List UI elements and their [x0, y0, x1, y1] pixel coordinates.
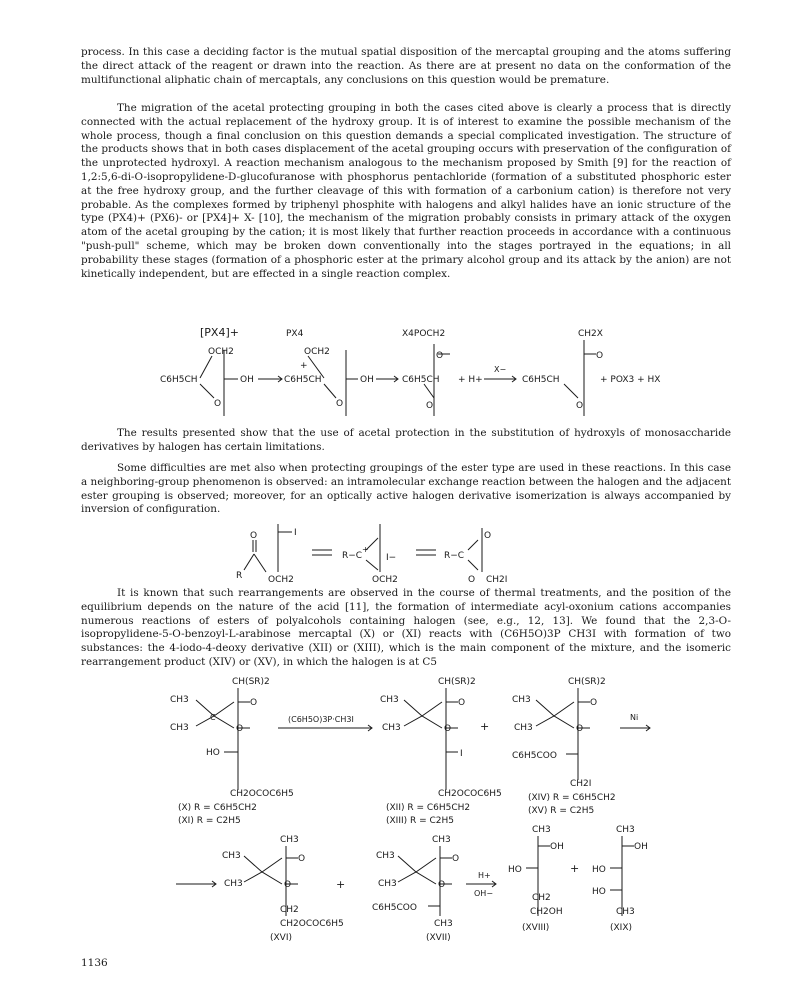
bond — [536, 700, 574, 716]
ch3-label: CH3 — [380, 695, 399, 705]
oh-label: OH — [360, 375, 374, 385]
bond — [404, 700, 442, 716]
paragraph-1: process. In this case a deciding factor is the mutual spatial disposition of the mercaptal grouping and the atoms suffering the direct attack of the reagent or drawn into the reaction. As there are at present no data on the conformation of the multifunctional aliphatic chain of mercaptals, any conclusions on this question would be premature. — [81, 46, 731, 86]
c6h5ch-label: C6H5CH — [284, 375, 322, 385]
o-label: O — [444, 724, 452, 734]
x-minus-label: X− — [494, 365, 507, 374]
ch3-label: CH3 — [170, 723, 189, 733]
o-label: O — [438, 880, 446, 890]
ch2x-label: CH2X — [578, 329, 603, 339]
compound-xv-label: (XV) R = C2H5 — [528, 806, 595, 816]
och2-label: OCH2 — [372, 575, 398, 584]
c6h5ch-label: C6H5CH — [402, 375, 440, 385]
o-label: O — [458, 698, 466, 708]
bond — [244, 554, 254, 570]
ch2oh-label: CH2OH — [530, 907, 563, 917]
ch3-label: CH3 — [512, 695, 531, 705]
ch-sr2-label: CH(SR)2 — [232, 677, 270, 687]
bond — [244, 872, 282, 884]
ni-label: Ni — [630, 713, 639, 722]
compound-xviii-label: (XVIII) — [522, 923, 550, 933]
bond — [244, 856, 282, 872]
ch3-label: CH3 — [224, 879, 243, 889]
plus-charge: + — [362, 545, 369, 554]
plus-sign: + — [336, 878, 346, 891]
ch2ococ6h5-label: CH2OCOC6H5 — [438, 789, 502, 799]
bond — [536, 716, 574, 728]
ho-label: HO — [206, 748, 220, 758]
ch2ococ6h5-label: CH2OCOC6H5 — [280, 919, 344, 929]
ch2i-label: CH2I — [486, 575, 508, 584]
ch3-label: CH3 — [222, 851, 241, 861]
bond — [200, 384, 214, 398]
ch3-label: CH3 — [376, 851, 395, 861]
c6h5coo-label: C6H5COO — [372, 903, 417, 913]
o-label: O — [298, 854, 306, 864]
c6h5coo-label: C6H5COO — [512, 751, 557, 761]
px4-cation-label: [PX4]+ — [200, 326, 239, 339]
rc-label: R−C — [444, 551, 465, 561]
ch3-label: CH3 — [616, 907, 635, 917]
bond — [564, 384, 578, 398]
bond — [324, 384, 336, 398]
o-label: O — [236, 724, 244, 734]
i-label: I — [460, 749, 463, 759]
reagent-label: (C6H5O)3P·CH3I — [288, 715, 354, 724]
c-label: C — [210, 713, 216, 722]
o-label: O — [436, 351, 444, 361]
ch3-label: CH3 — [434, 919, 453, 929]
o-label: O — [484, 531, 492, 541]
o-label: O — [250, 531, 258, 541]
i-label: I — [294, 528, 297, 538]
ho-label: HO — [592, 887, 606, 897]
px4-label: PX4 — [286, 329, 304, 339]
ch2ococ6h5-label: CH2OCOC6H5 — [230, 789, 294, 799]
o-label: O — [590, 698, 598, 708]
ch2i-label: CH2I — [570, 779, 592, 789]
bond — [366, 560, 378, 570]
ch3-label: CH3 — [378, 879, 397, 889]
bond — [200, 356, 212, 378]
paragraph-4: Some difficulties are met also when protecting groupings of the ester type are used in these reactions. In this case a neighboring-group phenomenon is observed: an intramolecular exchange reaction between the halogen and the adjacent ester grouping is observed; moreover, for an optically active halogen derivative isomerization is always accompanied by inversion of configuration. — [81, 462, 731, 516]
plus-sign: + — [480, 720, 490, 733]
ch2-label: CH2 — [532, 893, 551, 903]
paragraph-5: It is known that such rearrangements are observed in the course of thermal treatments, and the position of the equilibrium depends on the nature of the acid [11], the formation of intermediate acyl-oxonium cations accompanies numerous reactions of esters of polyalcohols containing halogen (see, e.g., 12, 13]. We found that the 2,3-O-isopropylidene-5-O-benzoyl-L-arabinose mercaptal (X) or (XI) reacts with (C6H5O)3P CH3I with formation of two substances: the 4-iodo-4-deoxy derivative (XII) or (XIII), which is the main component of the mixture, and the isomeric rearrangement product (XIV) or (XV), in which the halogen is at C5 — [81, 587, 731, 668]
oh-minus-label: OH− — [474, 889, 494, 898]
bond — [404, 716, 442, 728]
ch3-label: CH3 — [382, 723, 401, 733]
i-minus-label: I− — [386, 553, 397, 563]
bond — [254, 554, 266, 572]
compound-xvii-label: (XVII) — [426, 933, 451, 942]
bond — [398, 856, 436, 872]
bond — [366, 538, 378, 550]
bond — [468, 540, 478, 550]
ch3-label: CH3 — [532, 825, 551, 835]
ch3-label: CH3 — [432, 835, 451, 845]
oh-label: OH — [634, 842, 648, 852]
compound-xiv-label: (XIV) R = C6H5CH2 — [528, 793, 616, 803]
ch-sr2-label: CH(SR)2 — [438, 677, 476, 687]
ch3-label: CH3 — [170, 695, 189, 705]
h-plus-label: + H+ — [458, 375, 483, 385]
o-label: O — [250, 698, 258, 708]
och2-label: OCH2 — [304, 347, 330, 357]
c6h5ch-label: C6H5CH — [160, 375, 198, 385]
bond — [398, 872, 436, 884]
ho-label: HO — [508, 865, 522, 875]
compound-x-label: (X) R = C6H5CH2 — [178, 803, 257, 813]
och2-label: OCH2 — [208, 347, 234, 357]
bond — [468, 560, 478, 570]
compound-xii-label: (XII) R = C6H5CH2 — [386, 803, 471, 813]
x4poch2-label: X4POCH2 — [402, 329, 446, 339]
ho-label: HO — [592, 865, 606, 875]
ch3-label: CH3 — [514, 723, 533, 733]
ch3-label: CH3 — [616, 825, 635, 835]
r-label: R — [236, 571, 243, 581]
ch2-label: CH2 — [280, 905, 299, 915]
compound-xvi-label: (XVI) — [270, 933, 292, 942]
o-label: O — [576, 401, 584, 411]
o-label: O — [596, 351, 604, 361]
o-label: O — [452, 854, 460, 864]
paragraph-3: The results presented show that the use of acetal protection in the substitution of hydroxyls of monosaccharide derivatives by halogen has certain limitations. — [81, 427, 731, 453]
reaction-scheme-mercaptal — [150, 672, 710, 942]
reaction-scheme-acyloxonium — [220, 520, 580, 584]
plus-charge: + — [300, 361, 308, 371]
o-label: O — [284, 880, 292, 890]
paragraph-2: The migration of the acetal protecting grouping in both the cases cited above is clearly a process that is directly connected with the actual replacement of the hydroxy group. It is of interest to examine the possible mechanism of the whole process, though a final conclusion on this question demands a special complicated investigation. The structure of the products shows that in both cases displacement of the acetal grouping occurs with preservation of the configuration of the unprotected hydroxyl. A reaction mechanism analogous to the mechanism proposed by Smith [9] for the reaction of 1,2:5,6-di-O-isopropylidene-D-glucofuranose with phosphorus pentachloride (formation of a substituted phosphoric ester at the free hydroxy group, and the further cleavage of this with formation of a carbonium cation) is therefore not very probable. As the complexes formed by triphenyl phosphite with halogens and alkyl halides have an ionic structure of the type (PX4)+ (PX6)- or [PX4]+ X- [10], the mechanism of the migration probably consists in primary attack of the oxygen atom of the acetal grouping by the cation; it is most likely that further reaction proceeds in accordance with a continuous "push-pull" scheme, which may be broken down conventionally into the stages portrayed in the equations; in all probability these stages (formation of a phosphoric ester at the primary alcohol group and its attack by the anion) are not kinetically independent, but are effected in a single reaction complex. — [81, 102, 731, 280]
oh-label: OH — [240, 375, 254, 385]
compound-xix-label: (XIX) — [610, 923, 633, 933]
ch-sr2-label: CH(SR)2 — [568, 677, 606, 687]
c6h5ch-label: C6H5CH — [522, 375, 560, 385]
products-label: + POX3 + HX — [600, 375, 661, 385]
rc-label: R−C — [342, 551, 363, 561]
och2-label: OCH2 — [268, 575, 294, 584]
h-plus-label: H+ — [478, 871, 491, 880]
plus-sign: + — [570, 862, 580, 875]
compound-xi-label: (XI) R = C2H5 — [178, 816, 241, 826]
o-label: O — [336, 399, 344, 409]
o-label: O — [426, 401, 434, 411]
compound-xiii-label: (XIII) R = C2H5 — [386, 816, 455, 826]
o-label: O — [576, 724, 584, 734]
bond — [424, 384, 434, 398]
page-number: 1136 — [81, 957, 108, 969]
ch3-label: CH3 — [280, 835, 299, 845]
o-label: O — [214, 399, 222, 409]
reaction-scheme-migration — [120, 324, 680, 420]
oh-label: OH — [550, 842, 564, 852]
o-label: O — [468, 575, 476, 584]
